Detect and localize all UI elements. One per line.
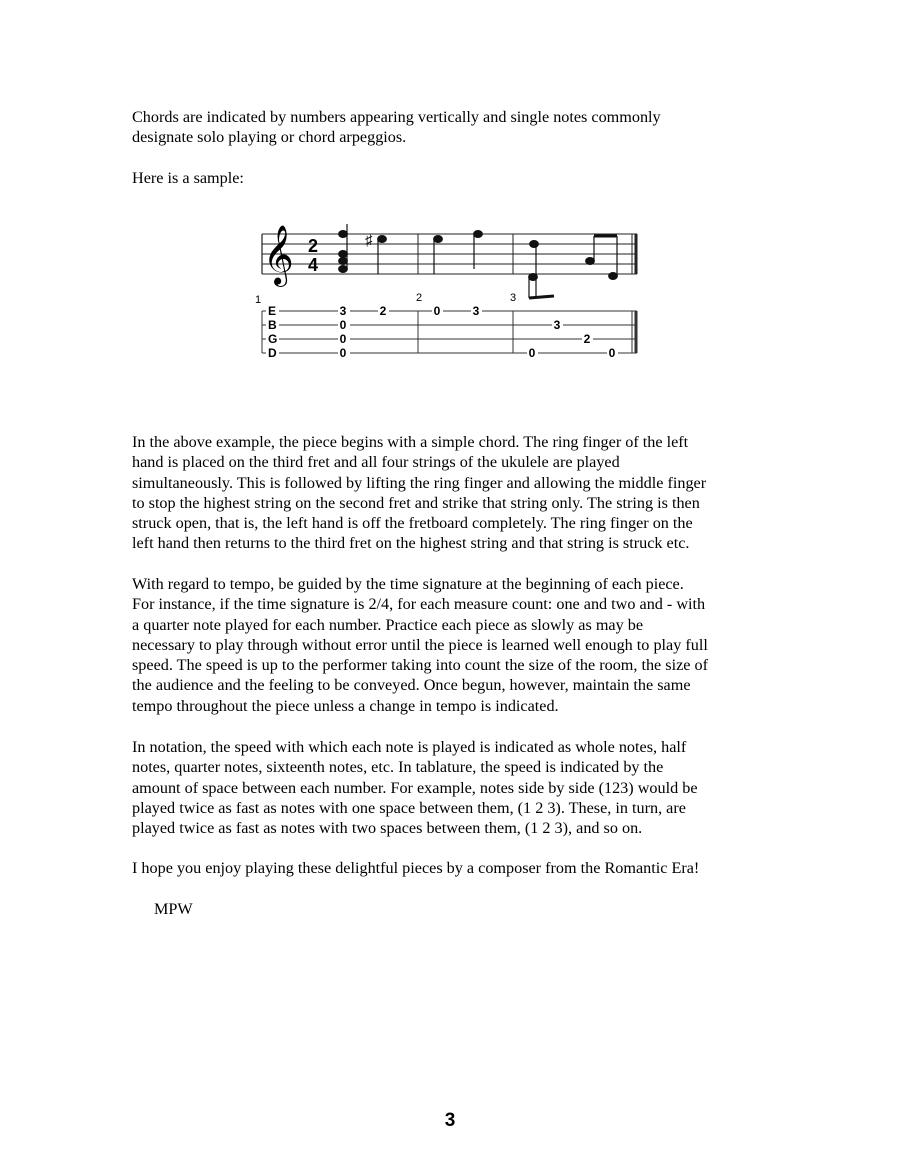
chord-note-head <box>339 251 348 258</box>
text-line: struck open, that is, the left hand is off the fretboard completely. The ring finger on the <box>132 514 693 533</box>
text-line: necessary to play through without error until the piece is learned well enough to play full <box>132 635 708 654</box>
string-label-b: B <box>268 318 277 332</box>
text-line: a quarter note played for each number. Practice each piece as slowly as may be <box>132 615 644 634</box>
text-line: simultaneously. This is followed by lifting the ring finger and allowing the middle finger <box>132 473 707 492</box>
signature: MPW <box>154 900 193 918</box>
tab-number: 3 <box>553 318 561 332</box>
measure-1-notes <box>339 224 387 274</box>
string-labels <box>266 304 279 360</box>
tempo-paragraph <box>132 574 782 716</box>
page-number: 3 <box>444 1110 456 1131</box>
note-head <box>434 236 443 243</box>
text-line: For instance, if the time signature is 2/4, for each measure count: one and two and - with <box>132 595 706 614</box>
staff <box>262 234 637 274</box>
measure-number-3: 3 <box>510 292 517 304</box>
chord-note-head <box>339 258 348 265</box>
text-line: the audience and the feeling to be conveyed. Once begun, however, maintain the same <box>132 676 691 695</box>
text-line: left hand then returns to the third fret on the highest string and that string is struck etc. <box>132 534 690 553</box>
note-head <box>378 236 387 243</box>
note-head <box>474 231 483 238</box>
text-line: In notation, the speed with which each note is played is indicated as whole notes, half <box>132 738 687 756</box>
music-notation-sample <box>252 214 644 364</box>
text-line: In the above example, the piece begins with a simple chord. The ring finger of the left <box>132 433 689 451</box>
tab-number: 2 <box>379 304 387 318</box>
treble-clef-icon: 𝄞 <box>263 226 294 284</box>
measure-3-notes <box>529 236 618 298</box>
sample-label: Here is a sample: <box>132 169 244 187</box>
measure-number-2: 2 <box>416 292 423 304</box>
note-head <box>609 273 618 280</box>
tab-numbers <box>338 304 618 360</box>
example-paragraph <box>132 432 782 554</box>
text-line: Chords are indicated by numbers appearing vertically and single notes commonly <box>132 108 661 126</box>
string-label-g: G <box>268 332 278 346</box>
tab-number: 0 <box>339 332 347 346</box>
tab-number: 3 <box>472 304 480 318</box>
text-line: designate solo playing or chord arpeggios. <box>132 128 407 147</box>
note-head <box>530 241 539 248</box>
string-label-e: E <box>268 304 277 318</box>
tab-number: 2 <box>583 332 591 346</box>
text-line: played twice as fast as notes with two spaces between them, (1 2 3), and so on. <box>132 819 643 838</box>
text-line: notes, quarter notes, sixteenth notes, etc. In tablature, the speed is indicated by the <box>132 758 664 777</box>
time-signature-bottom: 4 <box>307 255 319 275</box>
tab-number: 0 <box>433 304 441 318</box>
chord-note-head <box>339 266 348 273</box>
beam <box>529 296 554 298</box>
chord-note-head <box>339 231 348 238</box>
measure-number-1: 1 <box>255 294 262 306</box>
text-line: With regard to tempo, be guided by the time signature at the beginning of each piece. <box>132 575 684 593</box>
measure-2-notes <box>434 231 483 275</box>
text-line: hand is placed on the third fret and all four strings of the ukulele are played <box>132 453 620 472</box>
time-signature-top: 2 <box>307 236 319 256</box>
sharp-icon: ♯ <box>365 232 373 249</box>
text-line: to stop the highest string on the second fret and strike that string only. The string is then <box>132 493 700 512</box>
tab-number: 0 <box>608 346 616 360</box>
text-line: speed. The speed is up to the performer taking into count the size of the room, the size of <box>132 656 708 675</box>
closing-line: I hope you enjoy playing these delightful pieces by a composer from the Romantic Era! <box>132 859 700 877</box>
intro-paragraph <box>132 107 782 148</box>
notation-paragraph <box>132 737 782 838</box>
tab-number: 3 <box>339 304 347 318</box>
tab-number: 0 <box>339 318 347 332</box>
tab-number: 0 <box>339 346 347 360</box>
tab-staff <box>262 311 637 353</box>
note-head <box>586 258 595 265</box>
string-label-d: D <box>268 346 277 360</box>
text-line: tempo throughout the piece unless a change in tempo is indicated. <box>132 696 559 715</box>
text-line: amount of space between each number. For example, notes side by side (123) would be <box>132 778 698 797</box>
tab-number: 0 <box>528 346 536 360</box>
text-line: played twice as fast as notes with one space between them, (1 2 3). These, in turn, are <box>132 798 686 817</box>
